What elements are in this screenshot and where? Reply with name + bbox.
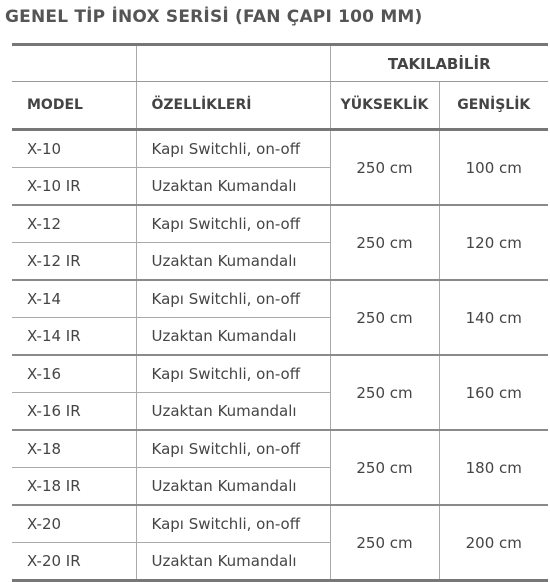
empty-header-cell: [136, 45, 330, 82]
width-cell: 200 cm: [439, 505, 548, 581]
empty-header-cell: [12, 45, 136, 82]
feature-cell: Kapı Switchli, on-off: [136, 205, 330, 243]
column-header-features: ÖZELLİKLERİ: [136, 82, 330, 130]
width-cell: 180 cm: [439, 430, 548, 505]
feature-cell: Kapı Switchli, on-off: [136, 130, 330, 168]
height-cell: 250 cm: [330, 430, 439, 505]
height-cell: 250 cm: [330, 355, 439, 430]
table-row: [12, 205, 548, 243]
table-row: [12, 130, 548, 168]
feature-cell: Uzaktan Kumandalı: [136, 393, 330, 431]
height-cell: 250 cm: [330, 130, 439, 206]
column-header-row: [12, 82, 548, 130]
feature-cell: Uzaktan Kumandalı: [136, 243, 330, 281]
column-header-height: YÜKSEKLİK: [330, 82, 439, 130]
model-cell: X-18 IR: [12, 468, 136, 506]
model-cell: X-18: [12, 430, 136, 468]
feature-cell: Uzaktan Kumandalı: [136, 543, 330, 581]
model-cell: X-12: [12, 205, 136, 243]
model-cell: X-20: [12, 505, 136, 543]
table-row: [12, 505, 548, 543]
table-row: [12, 355, 548, 393]
width-cell: 160 cm: [439, 355, 548, 430]
model-cell: X-16: [12, 355, 136, 393]
width-cell: 100 cm: [439, 130, 548, 206]
height-cell: 250 cm: [330, 280, 439, 355]
height-cell: 250 cm: [330, 505, 439, 581]
feature-cell: Kapı Switchli, on-off: [136, 430, 330, 468]
table-row: [12, 280, 548, 318]
model-cell: X-16 IR: [12, 393, 136, 431]
model-cell: X-12 IR: [12, 243, 136, 281]
column-header-model: MODEL: [12, 82, 136, 130]
model-cell: X-10: [12, 130, 136, 168]
model-cell: X-14 IR: [12, 318, 136, 356]
table-row: [12, 430, 548, 468]
product-spec-table: [12, 43, 548, 582]
mountable-group-header: TAKILABİLİR: [330, 45, 548, 82]
group-header-row: [12, 45, 548, 82]
page-title: GENEL TİP İNOX SERİSİ (FAN ÇAPI 100 MM): [5, 7, 423, 27]
feature-cell: Kapı Switchli, on-off: [136, 355, 330, 393]
feature-cell: Kapı Switchli, on-off: [136, 280, 330, 318]
feature-cell: Kapı Switchli, on-off: [136, 505, 330, 543]
model-cell: X-20 IR: [12, 543, 136, 581]
feature-cell: Uzaktan Kumandalı: [136, 168, 330, 206]
column-header-width: GENİŞLİK: [439, 82, 548, 130]
feature-cell: Uzaktan Kumandalı: [136, 468, 330, 506]
height-cell: 250 cm: [330, 205, 439, 280]
model-cell: X-14: [12, 280, 136, 318]
width-cell: 120 cm: [439, 205, 548, 280]
feature-cell: Uzaktan Kumandalı: [136, 318, 330, 356]
model-cell: X-10 IR: [12, 168, 136, 206]
width-cell: 140 cm: [439, 280, 548, 355]
